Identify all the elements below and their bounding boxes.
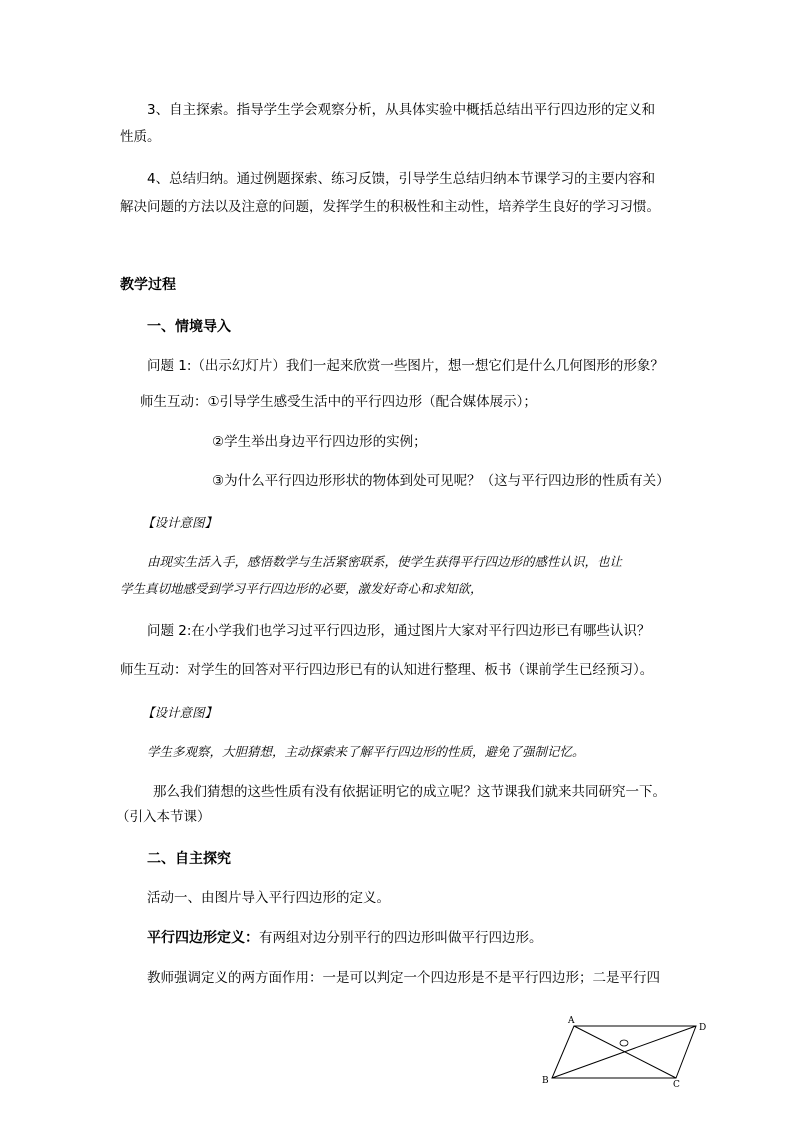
interaction-2: 师生互动：对学生的回答对平行四边形已有的认知进行整理、板书（课前学生已经预习）。: [120, 662, 654, 678]
question-1: 问题 1:（出示幻灯片）我们一起来欣赏一些图片，想一想它们是什么几何图形的形象？: [147, 358, 664, 374]
vertex-label-b: B: [542, 1076, 549, 1086]
design-intent-label-1: 【设计意图】: [142, 515, 218, 530]
question-2: 问题 2:在小学我们也学习过平行四边形，通过图片大家对平行四边形已有哪些认识？: [147, 623, 651, 639]
goal-item-3-line-2: 性质。: [120, 129, 161, 145]
interaction-1-c: ③为什么平行四边形形状的物体到处可见呢？（这与平行四边形的性质有关）: [212, 473, 670, 489]
definition: [147, 929, 543, 947]
interaction-1-a: 师生互动：①引导学生感受生活中的平行四边形（配合媒体展示）；: [140, 394, 537, 410]
design-intent-1-line-2: 学生真切地感受到学习平行四边形的必要，激发好奇心和求知欲，: [120, 581, 483, 596]
definition-emphasis: 教师强调定义的两方面作用：一是可以判定一个四边形是不是平行四边形；二是平行四: [147, 970, 660, 986]
design-intent-label-2: 【设计意图】: [142, 705, 218, 720]
interaction-1-b: ②学生举出身边平行四边形的实例；: [212, 434, 427, 450]
transition-line-1: 那么我们猜想的这些性质有没有依据证明它的成立呢？这节课我们就来共同研究一下。: [153, 784, 666, 800]
design-intent-1-line-1: 由现实生活入手，感悟数学与生活紧密联系，使学生获得平行四边形的感性认识，也让: [147, 554, 623, 569]
section-2-heading: 二、自主探究: [147, 851, 231, 867]
definition-term: 平行四边形定义：: [147, 930, 259, 946]
vertex-label-c: C: [673, 1080, 680, 1090]
section-1-heading: 一、情境导入: [147, 319, 231, 335]
goal-item-4-line-2: 解决问题的方法以及注意的问题，发挥学生的积极性和主动性，培养学生良好的学习习惯。: [120, 199, 660, 215]
definition-text: 有两组对边分别平行的四边形叫做平行四边形。: [259, 930, 543, 946]
vertex-label-a: A: [568, 1016, 575, 1026]
goal-item-4-line-1: 4、总结归纳。通过例题探索、练习反馈，引导学生总结归纳本节课学习的主要内容和: [147, 171, 656, 187]
activity-1: 活动一、由图片导入平行四边形的定义。: [147, 890, 390, 906]
diagonal-bd: [552, 1026, 696, 1078]
parallelogram-diagram: [536, 1012, 716, 1092]
design-intent-2: 学生多观察，大胆猜想，主动探索来了解平行四边形的性质，避免了强制记忆。: [147, 744, 585, 759]
transition-line-2: （引入本节课）: [116, 809, 211, 825]
goal-item-3-line-1: 3、自主探索。指导学生学会观察分析，从具体实验中概括总结出平行四边形的定义和: [147, 102, 656, 118]
intersection-point-o: [620, 1040, 628, 1046]
teaching-process-heading: 教学过程: [120, 277, 176, 293]
vertex-label-d: D: [699, 1023, 707, 1033]
